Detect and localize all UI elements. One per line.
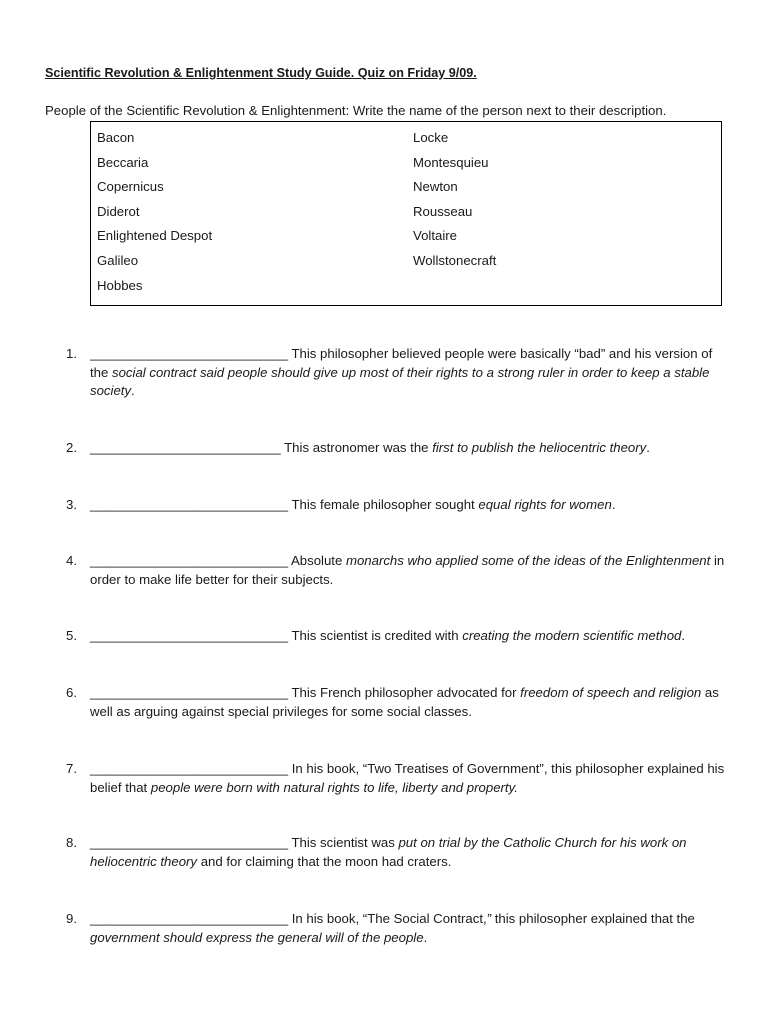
question-number: 7. [66, 761, 77, 776]
question-number: 4. [66, 553, 77, 568]
question-item [66, 760, 726, 797]
question-text [90, 627, 726, 646]
text-segment: as well as arguing against special privileges for some social classes. [90, 685, 719, 719]
question-number: 5. [66, 628, 77, 643]
text-segment: . [611, 497, 616, 512]
answer-blank[interactable]: ___________________________ [90, 553, 289, 568]
italic-text: government should express the general will of the people [90, 929, 424, 945]
italic-text: equal rights for women [478, 497, 612, 512]
question-number: 3. [66, 497, 77, 512]
word-bank-item: Montesquieu [413, 154, 489, 170]
answer-blank[interactable]: ___________________________ [90, 497, 289, 512]
word-bank-item: Beccaria [97, 154, 149, 170]
answer-blank[interactable]: ___________________________ [90, 685, 289, 700]
text-segment: In his book, “Two Treatises of Government”, this philosopher explained his belief that [90, 761, 725, 795]
answer-blank[interactable]: ___________________________ [90, 835, 289, 850]
word-bank-item: Hobbes [97, 277, 143, 293]
word-bank-item: Newton [413, 179, 458, 195]
question-number: 6. [66, 685, 77, 700]
word-bank-item: Bacon [97, 130, 135, 145]
italic-text: creating the modern scientific method [462, 628, 682, 643]
question-text [90, 552, 726, 589]
word-bank-item: Diderot [97, 203, 140, 219]
word-bank-item: Locke [413, 130, 449, 145]
text-segment: In his book, “The Social Contract, [288, 911, 487, 926]
word-bank-item: Galileo [97, 252, 139, 268]
word-bank-item: Rousseau [413, 203, 473, 219]
word-bank-item: Copernicus [97, 179, 164, 195]
italic-text: ” [486, 911, 492, 926]
text-segment: and for claiming that the moon had craters. [197, 853, 452, 869]
italic-text: put on trial by the Catholic Church for his work on heliocentric theory [90, 835, 687, 869]
instructions: People of the Scientific Revolution & Enlightenment: Write the name of the person next to their description. [45, 103, 667, 118]
question-item [66, 627, 726, 646]
text-segment: this philosopher explained that the [491, 911, 695, 926]
text-segment: Absolute [288, 553, 346, 568]
text-segment: This French philosopher advocated for [288, 685, 521, 700]
answer-blank[interactable]: ___________________________ [90, 761, 289, 776]
question-number: 2. [66, 440, 77, 455]
text-segment: . [646, 440, 650, 455]
question-text [90, 684, 726, 721]
question-number: 8. [66, 835, 77, 850]
question-text [90, 910, 726, 947]
word-bank-right-column [413, 130, 496, 278]
italic-text: monarchs who applied some of the ideas of the Enlightenment [345, 553, 711, 568]
text-segment: This scientist was [288, 835, 399, 850]
question-text [90, 345, 726, 401]
question-number: 9. [66, 911, 77, 926]
question-item [66, 496, 726, 515]
text-segment: This female philosopher sought [288, 497, 479, 512]
text-segment: . [131, 383, 135, 399]
question-item [66, 552, 726, 589]
text-segment: . [423, 929, 428, 945]
text-segment: This philosopher believed people were basically “bad” and his version of the [90, 346, 713, 380]
question-text [90, 496, 726, 515]
question-item [66, 910, 726, 947]
text-segment: . [681, 628, 686, 643]
answer-blank[interactable]: ___________________________ [90, 628, 289, 643]
word-bank-item: Wollstonecraft [413, 252, 497, 268]
question-text [90, 834, 726, 871]
word-bank-item: Enlightened Despot [97, 228, 213, 244]
word-bank-item: Voltaire [413, 228, 457, 244]
question-number: 1. [66, 346, 77, 361]
question-item [66, 684, 726, 721]
question-text [90, 760, 726, 797]
question-item [66, 834, 726, 871]
word-bank-box [90, 121, 722, 306]
answer-blank[interactable]: ___________________________ [90, 346, 289, 361]
question-item [66, 345, 726, 401]
page-title: Scientific Revolution & Enlightenment Study Guide. Quiz on Friday 9/09. [45, 66, 477, 80]
italic-text: social contract said people should give up most of their rights to a strong ruler in order to keep a stable society [90, 364, 710, 399]
italic-text: first to publish the heliocentric theory [432, 440, 647, 455]
italic-text: freedom of speech and religion [520, 685, 702, 700]
word-bank-left-column [97, 130, 212, 302]
text-segment: This astronomer was the [280, 440, 433, 455]
answer-blank[interactable]: __________________________ [90, 440, 281, 455]
question-text [90, 439, 726, 458]
italic-text: people were born with natural rights to life, liberty and property. [150, 779, 518, 795]
question-item [66, 439, 726, 458]
answer-blank[interactable]: ___________________________ [90, 911, 289, 926]
text-segment: in order to make life better for their subjects. [90, 553, 725, 587]
text-segment: This scientist is credited with [288, 628, 463, 643]
